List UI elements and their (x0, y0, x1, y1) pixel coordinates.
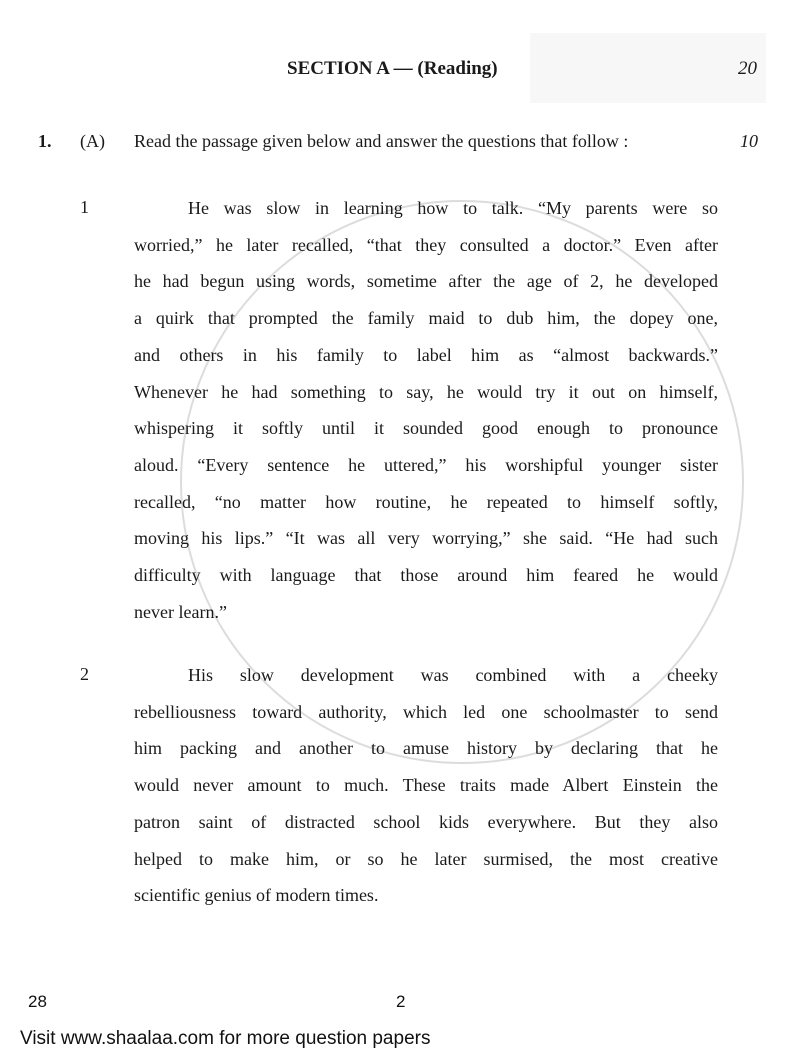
passage-line-text: never learn.” (134, 601, 227, 622)
passage-line-text: rebelliousness toward authority, which led one schoolmaster to send (134, 701, 718, 722)
passage-line-text: a quirk that prompted the family maid to dub him, the dopey one, (134, 308, 718, 329)
scan-artifact (530, 33, 766, 103)
passage-line (134, 774, 718, 796)
passage-line (134, 527, 718, 549)
footer-page-number: 2 (396, 992, 406, 1011)
passage-line-text: aloud. “Every sentence he uttered,” his worshipful younger sister (134, 454, 718, 475)
section-marks: 20 (738, 58, 757, 79)
passage-line-text: He was slow in learning how to talk. “My parents were so (188, 198, 718, 218)
passage-line-text: would never amount to much. These traits made Albert Einstein the (134, 775, 718, 796)
paragraph-number: 2 (80, 664, 89, 684)
question-marks: 10 (740, 131, 758, 151)
passage-line (134, 454, 718, 476)
passage-line-text: moving his lips.” “It was all very worrying,” she said. “He had such (134, 528, 718, 549)
passage-line-text: and others in his family to label him as “almost backwards.” (134, 344, 718, 365)
passage-line (134, 234, 718, 256)
passage-line (134, 884, 718, 906)
passage-line-text: scientific genius of modern times. (134, 885, 379, 906)
passage-line (188, 197, 718, 219)
question-number: 1. (38, 131, 52, 151)
passage-line (134, 491, 718, 513)
passage-line (134, 701, 718, 723)
passage-line (134, 270, 718, 292)
passage-line (134, 848, 718, 870)
passage-line-text: worried,” he later recalled, “that they consulted a doctor.” Even after (134, 234, 718, 255)
passage-line-text: whispering it softly until it sounded good enough to pronounce (134, 418, 718, 439)
passage-line (134, 417, 718, 439)
footer-left-number: 28 (28, 992, 47, 1011)
passage-line (134, 811, 718, 833)
footer-link-text[interactable]: Visit www.shaalaa.com for more question papers (20, 1028, 431, 1049)
paragraph-number: 1 (80, 197, 89, 217)
passage-line (134, 307, 718, 329)
passage-line-text: helped to make him, or so he later surmised, the most creative (134, 848, 718, 869)
passage-line (134, 601, 718, 623)
section-title: SECTION A — (Reading) (287, 58, 498, 79)
passage-line-text: he had begun using words, sometime after the age of 2, he developed (134, 271, 718, 292)
question-part: (A) (80, 131, 105, 151)
passage-line-text: His slow development was combined with a cheeky (188, 665, 718, 685)
passage-line-text: patron saint of distracted school kids everywhere. But they also (134, 811, 718, 832)
passage-line (134, 737, 718, 759)
passage-line (134, 564, 718, 586)
passage-line (134, 344, 718, 366)
passage-line (188, 664, 718, 686)
passage-line (134, 381, 718, 403)
passage-line-text: difficulty with language that those around him feared he would (134, 565, 718, 585)
passage-line-text: him packing and another to amuse history by declaring that he (134, 738, 718, 759)
question-instruction: Read the passage given below and answer the questions that follow : (134, 131, 629, 151)
passage-line-text: Whenever he had something to say, he would try it out on himself, (134, 381, 718, 402)
passage-line-text: recalled, “no matter how routine, he repeated to himself softly, (134, 491, 718, 512)
